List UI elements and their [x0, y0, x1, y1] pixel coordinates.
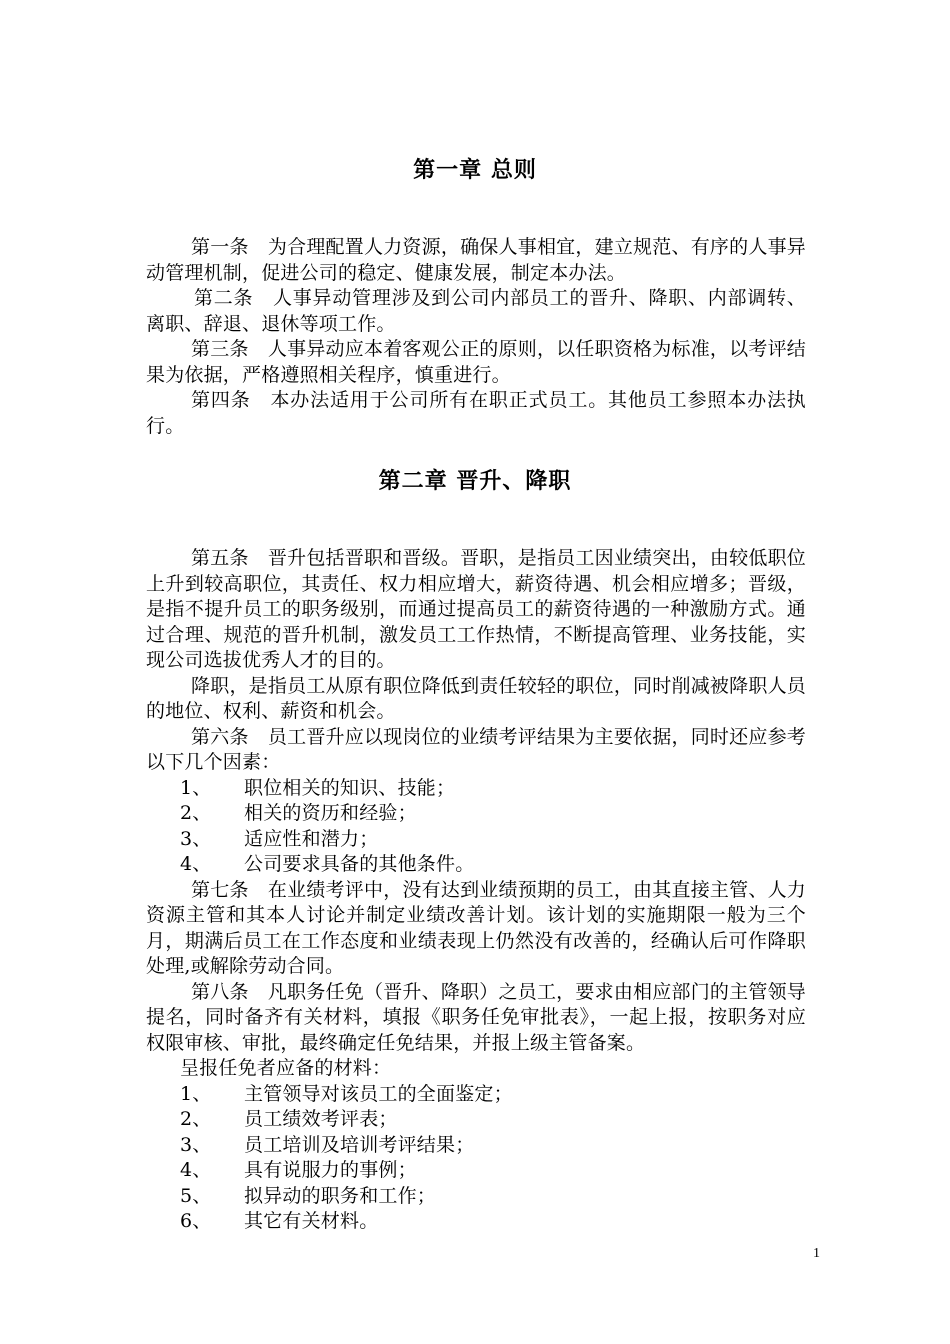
list-item [146, 1082, 806, 1108]
list-number: 4、 [180, 1159, 212, 1181]
list-number: 6、 [180, 1210, 212, 1232]
list-text: 员工培训及培训考评结果； [244, 1133, 475, 1156]
list-number: 2、 [180, 802, 212, 824]
article-2: 第二条 人事异动管理涉及到公司内部员工的晋升、降职、内部调转、离职、辞退、退休等项工作。 [146, 287, 806, 335]
list-number: 4、 [180, 853, 212, 875]
list-item [146, 776, 806, 802]
list-text: 职位相关的知识、技能； [244, 776, 456, 799]
chapter-1-body [146, 235, 806, 439]
list-text: 适应性和潜力； [244, 827, 379, 850]
article-3: 第三条 人事异动应本着客观公正的原则，以任职资格为标准，以考评结果为依据，严格遵照相关程序，慎重进行。 [146, 338, 806, 386]
list-item [146, 1133, 806, 1159]
list-item [146, 1158, 806, 1184]
list-number: 1、 [180, 776, 212, 799]
list-item [146, 827, 806, 853]
list-text: 员工绩效考评表； [244, 1108, 398, 1130]
list-item [146, 1209, 806, 1235]
list-item [146, 801, 806, 827]
article-5: 第五条 晋升包括晋职和晋级。晋职，是指员工因业绩突出，由较低职位上升到较高职位，其责任、权力相应增大，薪资待遇、机会相应增多；晋级，是指不提升员工的职务级别，而通过提高员工的薪资待遇的一种激励方式。通过合理、规范的晋升机制，激发员工工作热情，不断提高管理、业务技能，实现公司选拔优秀人才的目的。 [146, 547, 806, 671]
demotion-definition: 降职，是指员工从原有职位降低到责任较轻的职位，同时削减被降职人员的地位、权利、薪资和机会。 [146, 674, 806, 722]
chapter-2-body [146, 546, 806, 1235]
list-number: 1、 [180, 1082, 212, 1105]
list-text: 其它有关材料。 [244, 1210, 379, 1232]
list-item [146, 852, 806, 878]
article-8: 第八条 凡职务任免（晋升、降职）之员工，要求由相应部门的主管领导提名，同时备齐有关材料，填报《职务任免审批表》，一起上报，按职务对应权限审核、审批，最终确定任免结果，并报上级主管备案。 [146, 980, 806, 1054]
list-number: 5、 [180, 1184, 212, 1207]
chapter-1-title: 第一章 总则 [413, 158, 537, 183]
list-text: 相关的资历和经验； [244, 802, 417, 824]
list-item [146, 1184, 806, 1210]
article-6: 第六条 员工晋升应以现岗位的业绩考评结果为主要依据，同时还应参考以下几个因素： [146, 725, 806, 773]
list-text: 具有说服力的事例； [244, 1159, 417, 1181]
article-4: 第四条 本办法适用于公司所有在职正式员工。其他员工参照本办法执行。 [146, 389, 806, 437]
list-text: 主管领导对该员工的全面鉴定； [244, 1082, 513, 1105]
materials-intro: 呈报任免者应备的材料： [180, 1057, 392, 1079]
article-1: 第一条 为合理配置人力资源，确保人事相宜，建立规范、有序的人事异动管理机制，促进公司的稳定、健康发展，制定本办法。 [146, 236, 806, 284]
list-text: 公司要求具备的其他条件。 [244, 853, 475, 875]
list-number: 2、 [180, 1108, 212, 1130]
list-text: 拟异动的职务和工作； [244, 1184, 437, 1207]
page-number: 1 [813, 1246, 820, 1261]
article-7: 第七条 在业绩考评中，没有达到业绩预期的员工，由其直接主管、人力资源主管和其本人讨论并制定业绩改善计划。该计划的实施期限一般为三个月，期满后员工在工作态度和业绩表现上仍然没有改善的，经确认后可作降职处理,或解除劳动合同。 [146, 878, 806, 977]
list-number: 3、 [180, 1133, 212, 1156]
chapter-2-title: 第二章 晋升、降职 [378, 469, 572, 494]
list-number: 3、 [180, 827, 212, 850]
list-item [146, 1107, 806, 1133]
